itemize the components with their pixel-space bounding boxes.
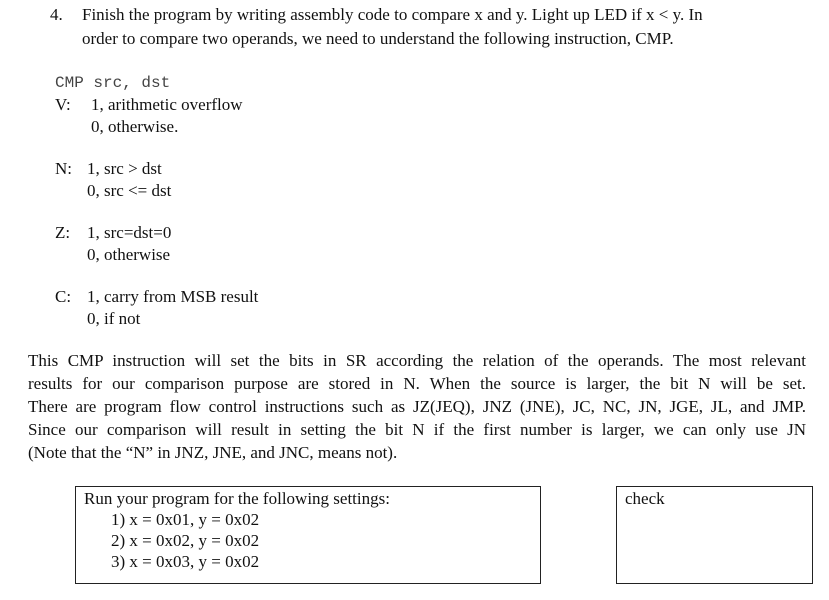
question-number: 4.: [50, 5, 63, 24]
question-line-1: Finish the program by writing assembly code to compare x and y. Light up LED if x < y. In: [82, 5, 703, 24]
setting-item: 1) x = 0x01, y = 0x02: [111, 510, 260, 529]
cmp-syntax: CMP src, dst: [55, 74, 171, 92]
flag-label: N:: [55, 159, 72, 178]
paragraph-line: (Note that the “N” in JNZ, JNE, and JNC, means not).: [28, 443, 398, 462]
setting-item: 3) x = 0x03, y = 0x02: [111, 552, 260, 571]
flag-set-text: 1, carry from MSB result: [87, 287, 259, 306]
paragraph-line: Since our comparison will result in setting the bit N if the first number is larger, we can only use JN: [28, 420, 806, 439]
flag-label: C:: [55, 287, 72, 306]
flag-clear-text: 0, src <= dst: [87, 181, 172, 200]
settings-title: Run your program for the following settings:: [84, 489, 390, 508]
flag-clear-text: 0, otherwise.: [91, 117, 179, 136]
check-box: [616, 486, 813, 584]
flag-clear-text: 0, if not: [87, 309, 141, 328]
flag-label: V:: [55, 95, 71, 114]
setting-item: 2) x = 0x02, y = 0x02: [111, 531, 260, 550]
flag-set-text: 1, arithmetic overflow: [91, 95, 243, 114]
question-line-2: order to compare two operands, we need to understand the following instruction, CMP.: [82, 29, 674, 48]
paragraph-line: There are program flow control instructions such as JZ(JEQ), JNZ (JNE), JC, NC, JN, JGE, JL, and JMP.: [28, 397, 806, 416]
flag-set-text: 1, src > dst: [87, 159, 162, 178]
flag-label: Z:: [55, 223, 71, 242]
settings-box: [75, 486, 541, 584]
check-label: check: [625, 489, 665, 508]
flag-clear-text: 0, otherwise: [87, 245, 171, 264]
paragraph-line: This CMP instruction will set the bits in SR according the relation of the operands. The most relevant: [28, 351, 806, 370]
paragraph-line: results for our comparison purpose are stored in N. When the source is larger, the bit N will be set.: [28, 374, 806, 393]
flag-set-text: 1, src=dst=0: [87, 223, 172, 242]
